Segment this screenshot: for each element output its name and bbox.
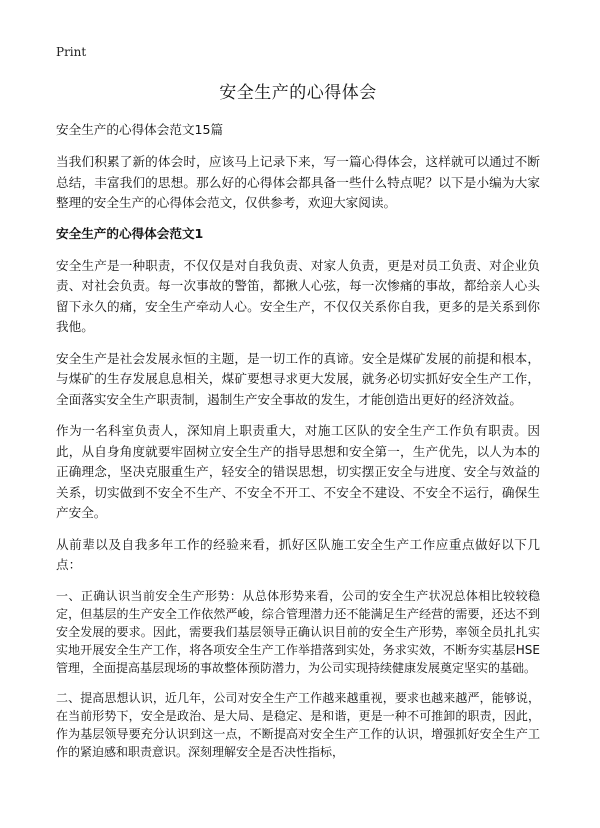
body-paragraph: 安全生产是社会发展永恒的主题，是一切工作的真谛。安全是煤矿发展的前提和根本，与煤矿的生存发展息息相关，煤矿要想寻求更大发展，就务必切实抓好安全生产工作，全面落实安全生产职责制，遏制生产安全事故的发生，才能创造出更好的经济效益。 <box>56 350 540 407</box>
print-link[interactable]: Print <box>56 45 87 59</box>
body-paragraph: 从前辈以及自我多年工作的经验来看，抓好区队施工安全生产工作应重点做好以下几点： <box>56 536 540 572</box>
intro-paragraph: 当我们积累了新的体会时，应该马上记录下来，写一篇心得体会，这样就可以通过不断总结，丰富我们的思想。那么好的心得体会都具备一些什么特点呢？以下是小编为大家整理的安全生产的心得体会范文，仅供参考，欢迎大家阅读。 <box>56 154 540 210</box>
body-paragraph: 二、提高思想认识，近几年，公司对安全生产工作越来越重视，要求也越来越严，能够说，在当前形势下，安全是政治、是大局、是稳定、是和谐，更是一种不可推卸的职责，因此，作为基层领导要充分认识到这一点，不断提高对安全生产工作的认识，增强抓好安全生产工作的紧迫感和职责意识。深刻理解安全是否决性指标， <box>56 690 540 760</box>
document-subtitle: 安全生产的心得体会范文15篇 <box>56 122 224 137</box>
body-paragraph: 安全生产是一种职责，不仅仅是对自我负责、对家人负责，更是对员工负责、对企业负责、对社会负责。每一次事故的警笛，都揪人心弦，每一次惨痛的事故，都给亲人心头留下永久的痛，安全生产牵动人心。安全生产，不仅仅关系你自我，更多的是关系到你我他。 <box>56 257 540 334</box>
body-paragraph: 作为一名科室负责人，深知肩上职责重大，对施工区队的安全生产工作负有职责。因此，从自身角度就要牢固树立安全生产的指导思想和安全第一，生产优先，以人为本的正确理念，坚决克服重生产，轻安全的错误思想，切实摆正安全与进度、安全与效益的关系，切实做到不安全不生产、不安全不开工、不安全不建设、不安全不运行，确保生产安全。 <box>56 423 540 520</box>
document-title: 安全生产的心得体会 <box>219 83 377 103</box>
body-paragraph: 一、正确认识当前安全生产形势：从总体形势来看，公司的安全生产状况总体相比较较稳定，但基层的生产安全工作依然严峻，综合管理潜力还不能满足生产经营的需要，还达不到安全发展的要求。因此，需要我们基层领导正确认识目前的安全生产形势，率领全员扎扎实实地开展安全生产工作，将各项安全生产工作举措落到实处，务求实效，不断夯实基层HSE管理，全面提高基层现场的事故整体预防潜力，为公司实现持续健康发展奠定坚实的基础。 <box>56 588 540 676</box>
section-heading: 安全生产的心得体会范文1 <box>56 225 204 241</box>
